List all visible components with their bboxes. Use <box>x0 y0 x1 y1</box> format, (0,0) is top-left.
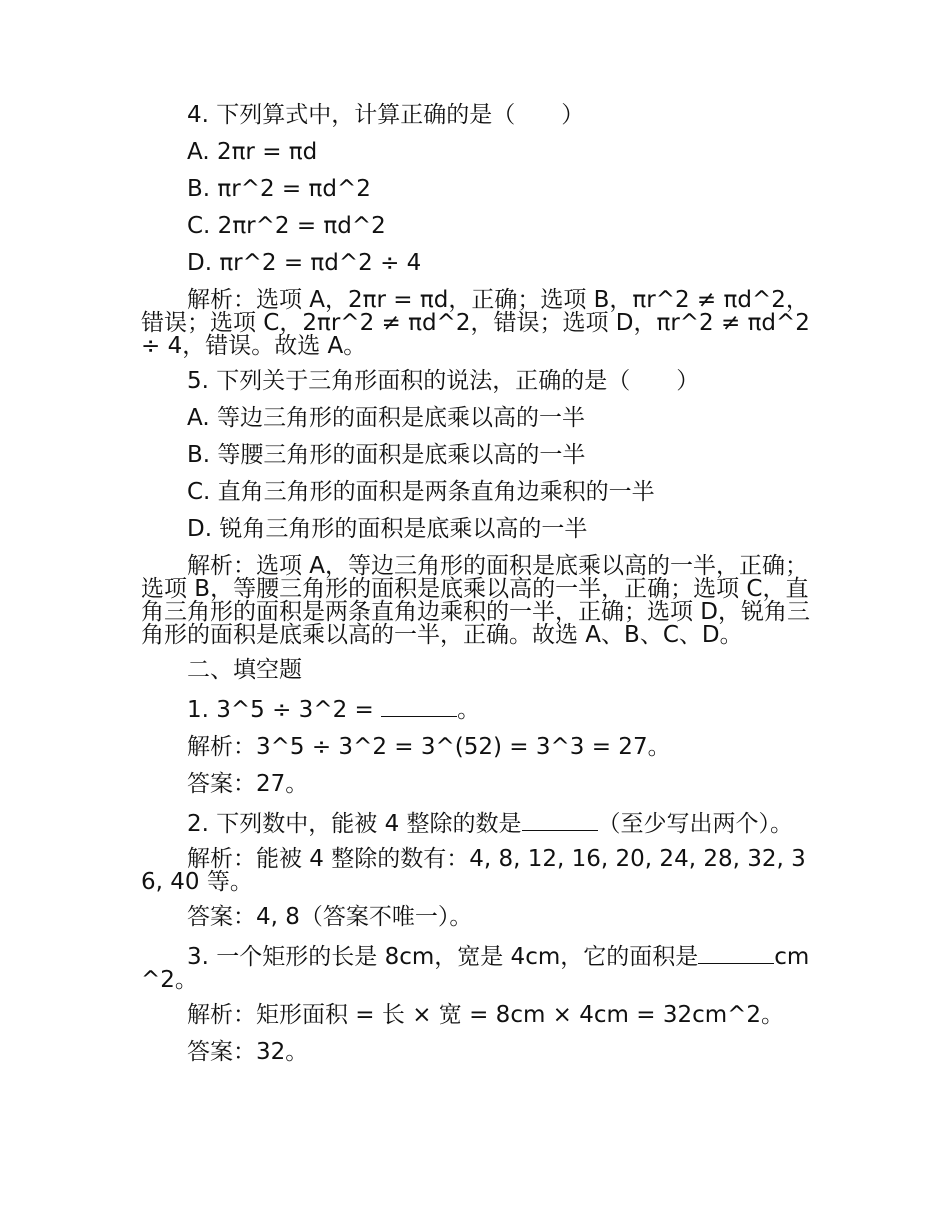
document-content <box>141 104 811 1078</box>
question-4-option-a: A. 2πr = πd <box>187 139 318 165</box>
fill-question-1-tail: 。 <box>457 697 481 723</box>
fill-question-3-analysis: 解析：矩形面积 = 长 × 宽 = 8cm × 4cm = 32cm^2。 <box>187 1002 785 1028</box>
fill-question-2-answer: 答案：4, 8（答案不唯一）。 <box>187 904 473 930</box>
fill-question-1-analysis: 解析：3^5 ÷ 3^2 = 3^(52) = 3^3 = 27。 <box>187 734 671 760</box>
fill-question-1-stem <box>141 696 811 722</box>
fill-question-3-answer: 答案：32。 <box>187 1039 309 1065</box>
fill-question-2-analysis: 解析：能被 4 整除的数有：4, 8, 12, 16, 20, 24, 28, 32, 36, 40 等。 <box>141 846 806 895</box>
fill-question-1-blank <box>381 696 457 717</box>
question-4-analysis: 解析：选项 A，2πr = πd，正确；选项 B，πr^2 ≠ πd^2，错误；选项 C，2πr^2 ≠ πd^2，错误；选项 D，πr^2 ≠ πd^2 ÷ 4，错误。故选 A。 <box>141 287 810 359</box>
question-5-option-d: D. 锐角三角形的面积是底乘以高的一半 <box>187 516 588 542</box>
fill-question-2-blank <box>522 810 598 831</box>
fill-question-2-tail: （至少写出两个）。 <box>597 811 794 837</box>
section-heading-fill-in: 二、填空题 <box>187 657 302 683</box>
fill-question-2-text: 2. 下列数中，能被 4 整除的数是 <box>187 811 522 837</box>
fill-question-3-stem <box>141 943 811 992</box>
question-5-option-b: B. 等腰三角形的面积是底乘以高的一半 <box>187 442 586 468</box>
fill-question-2-stem <box>141 810 811 836</box>
question-5-option-c: C. 直角三角形的面积是两条直角边乘积的一半 <box>187 479 655 505</box>
fill-question-1-answer: 答案：27。 <box>187 771 309 797</box>
fill-question-3-text: 3. 一个矩形的长是 8cm，宽是 4cm，它的面积是 <box>187 944 699 970</box>
question-4-option-d: D. πr^2 = πd^2 ÷ 4 <box>187 250 422 276</box>
question-5-analysis: 解析：选项 A，等边三角形的面积是底乘以高的一半，正确；选项 B，等腰三角形的面积是底乘以高的一半，正确；选项 C，直角三角形的面积是两条直角边乘积的一半，正确；选项 D，锐角三角形的面积是底乘以高的一半，正确。故选 A、B、C、D。 <box>141 553 811 648</box>
question-5-option-a: A. 等边三角形的面积是底乘以高的一半 <box>187 405 585 431</box>
question-5-stem: 5. 下列关于三角形面积的说法，正确的是（ ） <box>187 368 700 394</box>
fill-question-3-tail: cm^2。 <box>141 944 810 993</box>
question-4-stem: 4. 下列算式中，计算正确的是（ ） <box>187 102 585 128</box>
fill-question-1-text: 1. 3^5 ÷ 3^2 = <box>187 697 382 723</box>
question-4-option-b: B. πr^2 = πd^2 <box>187 176 371 202</box>
question-4-option-c: C. 2πr^2 = πd^2 <box>187 213 386 239</box>
fill-question-3-blank <box>698 943 774 964</box>
